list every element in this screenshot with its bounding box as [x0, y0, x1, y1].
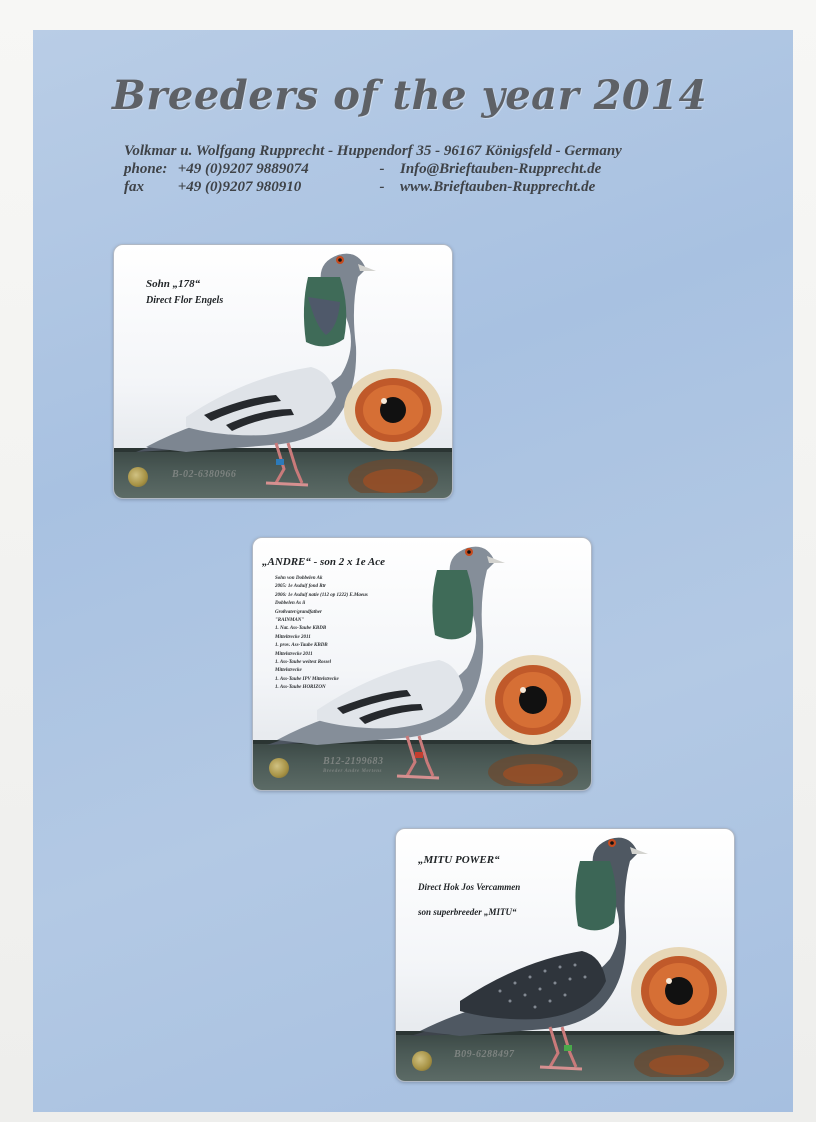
phone-label: phone: — [124, 161, 168, 177]
ring-number: B09-6288497 — [454, 1049, 515, 1060]
fax-number: +49 (0)9207 980910 — [177, 179, 302, 195]
club-logo-icon — [269, 758, 289, 778]
pedigree-line: Mitteltrecke 2011 — [275, 634, 311, 640]
card-title: Sohn „178“ — [146, 278, 201, 290]
contact-block — [124, 142, 622, 196]
fax-row — [124, 178, 622, 196]
website-link[interactable]: www.Brieftauben-Rupprecht.de — [400, 179, 596, 195]
pigeon-photo — [400, 831, 650, 1077]
card-line-2: son superbreeder „MITU“ — [418, 907, 517, 917]
eye-photo — [481, 654, 585, 786]
breeder-note: Breeder Andre Mertens — [323, 769, 382, 774]
pedigree-notes — [275, 575, 368, 692]
pedigree-line: 1. Ass-Taube weitest Rossel — [275, 659, 332, 665]
phone-number: +49 (0)9207 9889074 — [177, 161, 309, 177]
phone-row — [124, 160, 622, 178]
fax-label: fax — [124, 179, 144, 195]
card-line-1: Direct Hok Jos Vercammen — [418, 882, 521, 892]
separator-dash: - — [379, 161, 385, 177]
eye-photo — [628, 945, 730, 1077]
address-line: Volkmar u. Wolfgang Rupprecht - Huppendorf 35 - 96167 Königsfeld - Germany — [124, 143, 622, 159]
pedigree-line: 1. prov. Ass-Taube KBDB — [275, 643, 328, 649]
pedigree-line: 1. Ass-Taube IPV Mittelstrecke — [275, 676, 339, 682]
pedigree-line: 1. Ass-Taube HORIZON — [275, 685, 326, 691]
pedigree-line: Sohn von Dobbelen Ak — [275, 576, 323, 581]
card-title: „ANDRE“ - son 2 x 1e Ace — [262, 556, 386, 568]
page-title: Breeders of the year 2014 — [112, 72, 707, 119]
pedigree-line: Mittelstrecke 2011 — [275, 651, 313, 657]
pedigree-line: 1. Nat. Ass-Taube KBDB — [275, 626, 327, 632]
pedigree-line: Großvater/grandfather — [275, 609, 322, 615]
ring-number: B-02-6380966 — [172, 469, 237, 480]
pedigree-line: Mittelstrecke — [275, 668, 302, 674]
pedigree-line: 2005: 1e Asduif fond Rtr — [275, 584, 326, 590]
pedigree-line: 2006: 1e Asduif natie (112 op 1222) E.Maeus — [275, 592, 368, 598]
club-logo-icon — [412, 1051, 432, 1071]
separator-dash: - — [379, 179, 385, 195]
pedigree-line: Dobbelen As ii — [275, 601, 306, 607]
pedigree-line: "RAINMAN" — [275, 617, 305, 623]
pigeon-card-2 — [252, 537, 592, 791]
ring-number: B12-2199683 — [323, 756, 384, 767]
club-logo-icon — [128, 467, 148, 487]
pigeon-card-1 — [113, 244, 453, 499]
eye-photo — [342, 369, 444, 493]
email-link[interactable]: Info@Brieftauben-Rupprecht.de — [400, 161, 602, 177]
pigeon-card-3 — [395, 828, 735, 1082]
card-subtitle: Direct Flor Engels — [146, 295, 224, 306]
card-title: „MITU POWER“ — [418, 854, 500, 866]
